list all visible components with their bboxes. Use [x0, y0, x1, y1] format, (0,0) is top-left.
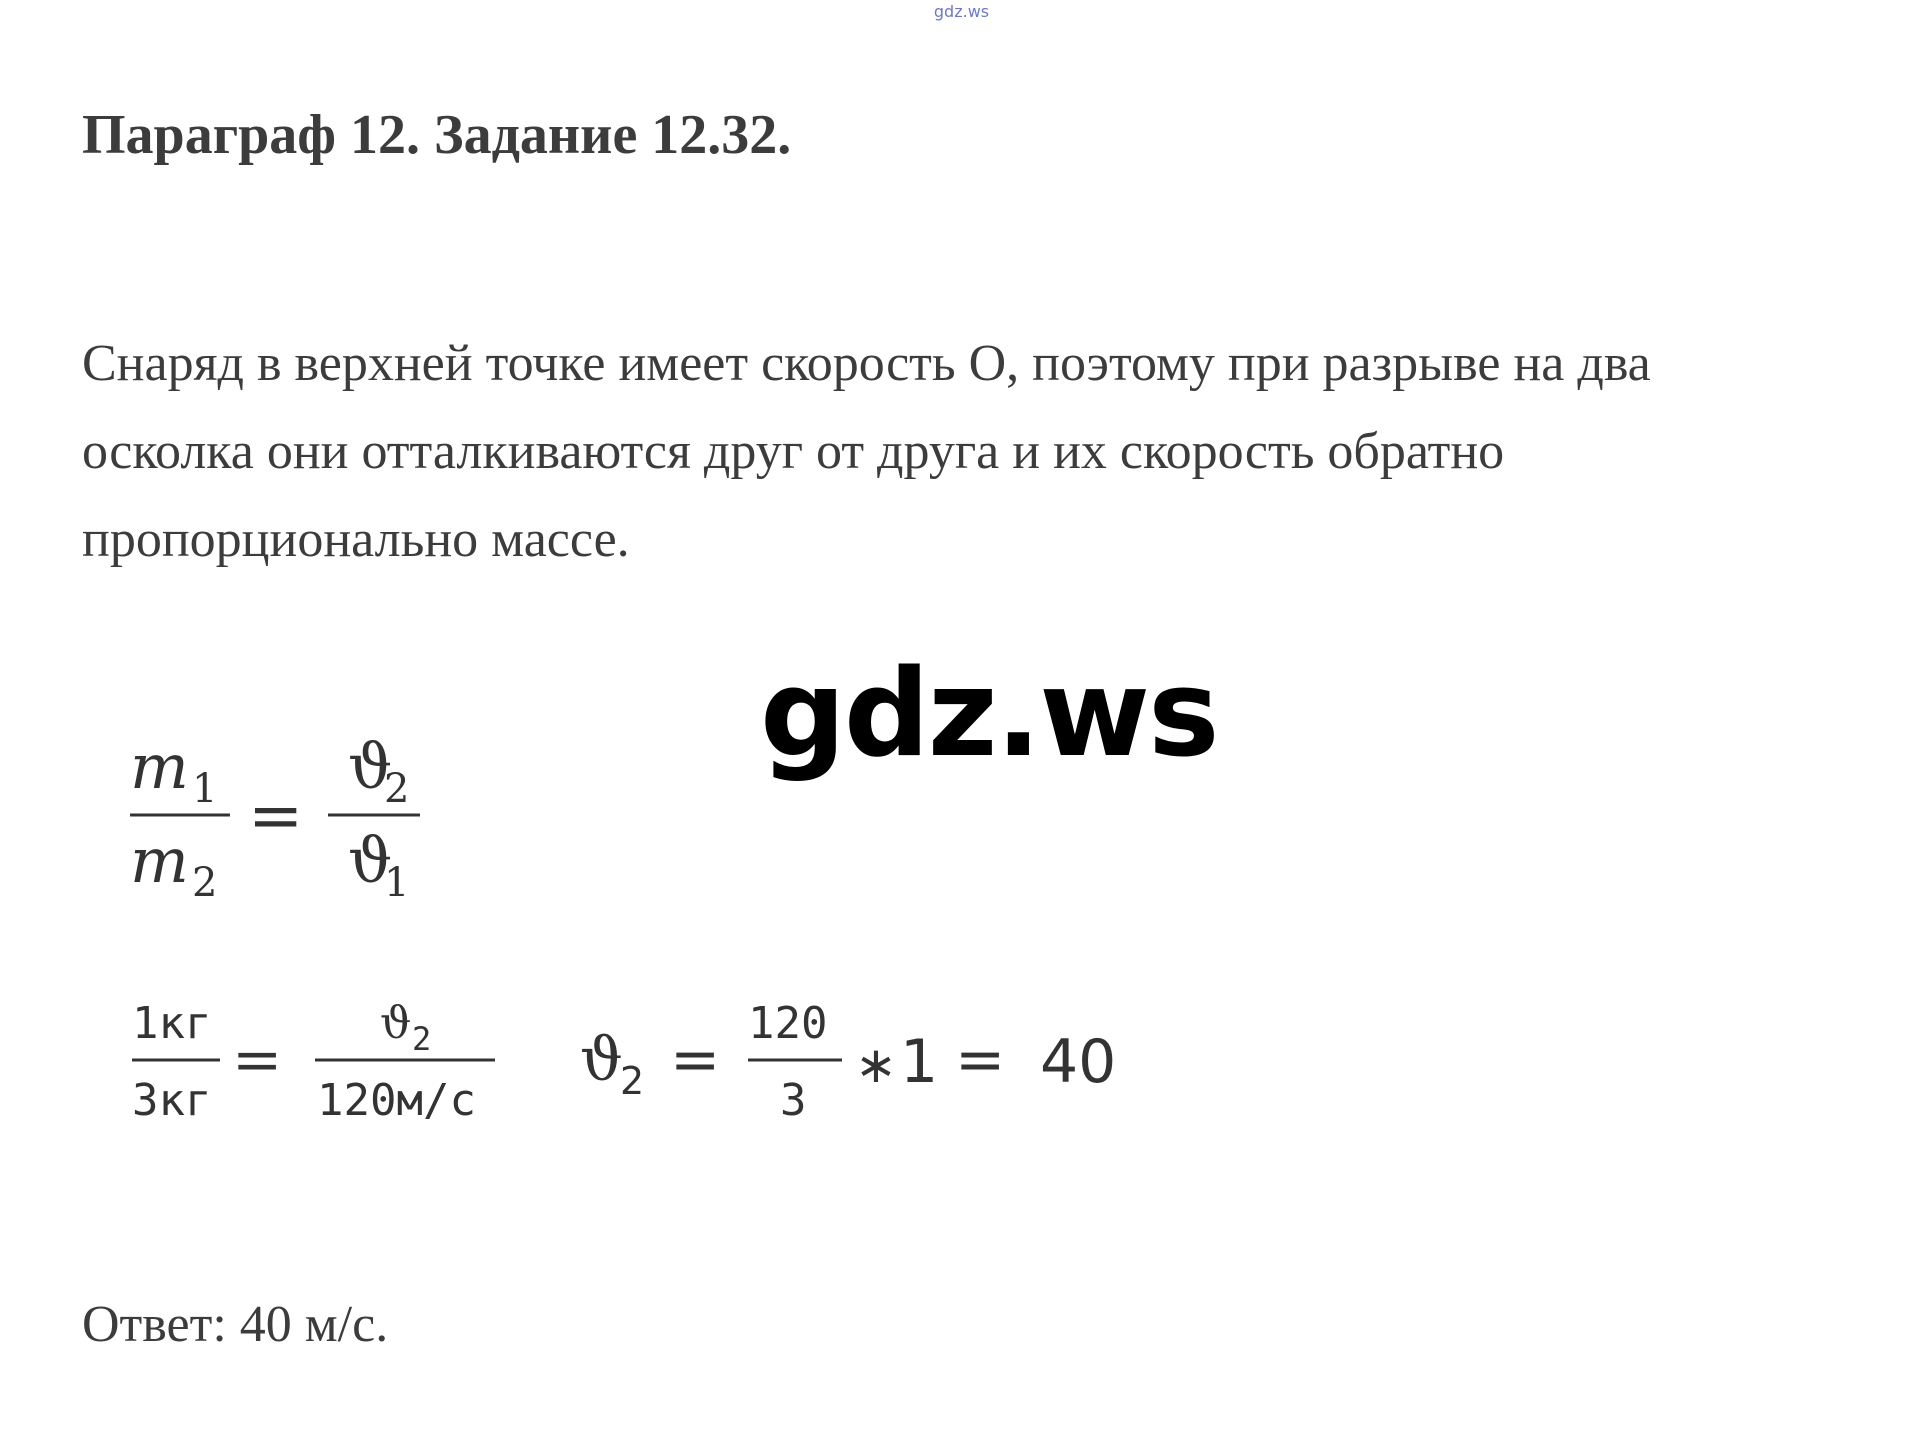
page-title: Параграф 12. Задание 12.32. [82, 104, 792, 166]
formula3-equals-2: = [955, 1025, 1006, 1095]
formula1-right-numerator: ϑ [348, 730, 393, 803]
numeric-ratio-formula [120, 990, 520, 1140]
velocity-result-formula [570, 990, 1170, 1140]
formula1-left-denominator-subscript: 2 [192, 860, 218, 906]
formula2-right-numerator-subscript: 2 [412, 1020, 432, 1058]
formula2-right-denominator: 120м/с [317, 1075, 476, 1126]
center-watermark: gdz.ws [760, 645, 1218, 784]
answer-text: Ответ: 40 м/с. [82, 1296, 389, 1353]
formula2-left-denominator: 3кг [132, 1075, 212, 1126]
formula1-equals: = [248, 777, 304, 854]
top-watermark: gdz.ws [933, 2, 990, 21]
paragraph-line: Снаряд в верхней точке имеет скорость О, поэтому при разрыве на два [82, 335, 1651, 392]
formula1-left-denominator: m [130, 824, 189, 897]
formula3-fraction-numerator: 120 [748, 998, 828, 1049]
formula1-left-numerator-subscript: 1 [192, 766, 218, 812]
formula1-right-denominator-subscript: 1 [384, 860, 410, 906]
formula3-equals-1: = [670, 1025, 721, 1095]
formula2-left-numerator: 1кг [132, 998, 212, 1049]
formula3-factor: 1 [900, 1027, 939, 1097]
formula1-right-denominator: ϑ [348, 824, 393, 897]
formula1-right-numerator-subscript: 2 [384, 766, 410, 812]
formula3-lhs: ϑ [580, 1025, 623, 1095]
formula3-multiply-operator: ∗ [855, 1036, 897, 1094]
formula3-result: 40 [1040, 1027, 1117, 1097]
paragraph-line: осколка они отталкиваются друг от друга и их скорость обратно [82, 423, 1505, 480]
formula3-fraction-denominator: 3 [780, 1075, 807, 1126]
formula1-left-numerator: m [130, 730, 189, 803]
formula2-equals: = [232, 1025, 283, 1095]
formula2-right-numerator: ϑ [380, 998, 412, 1049]
explanation-paragraph [82, 320, 1882, 584]
formula3-lhs-subscript: 2 [620, 1059, 645, 1103]
mass-velocity-ratio-formula [120, 720, 440, 920]
paragraph-line: пропорционально массе. [82, 511, 630, 568]
